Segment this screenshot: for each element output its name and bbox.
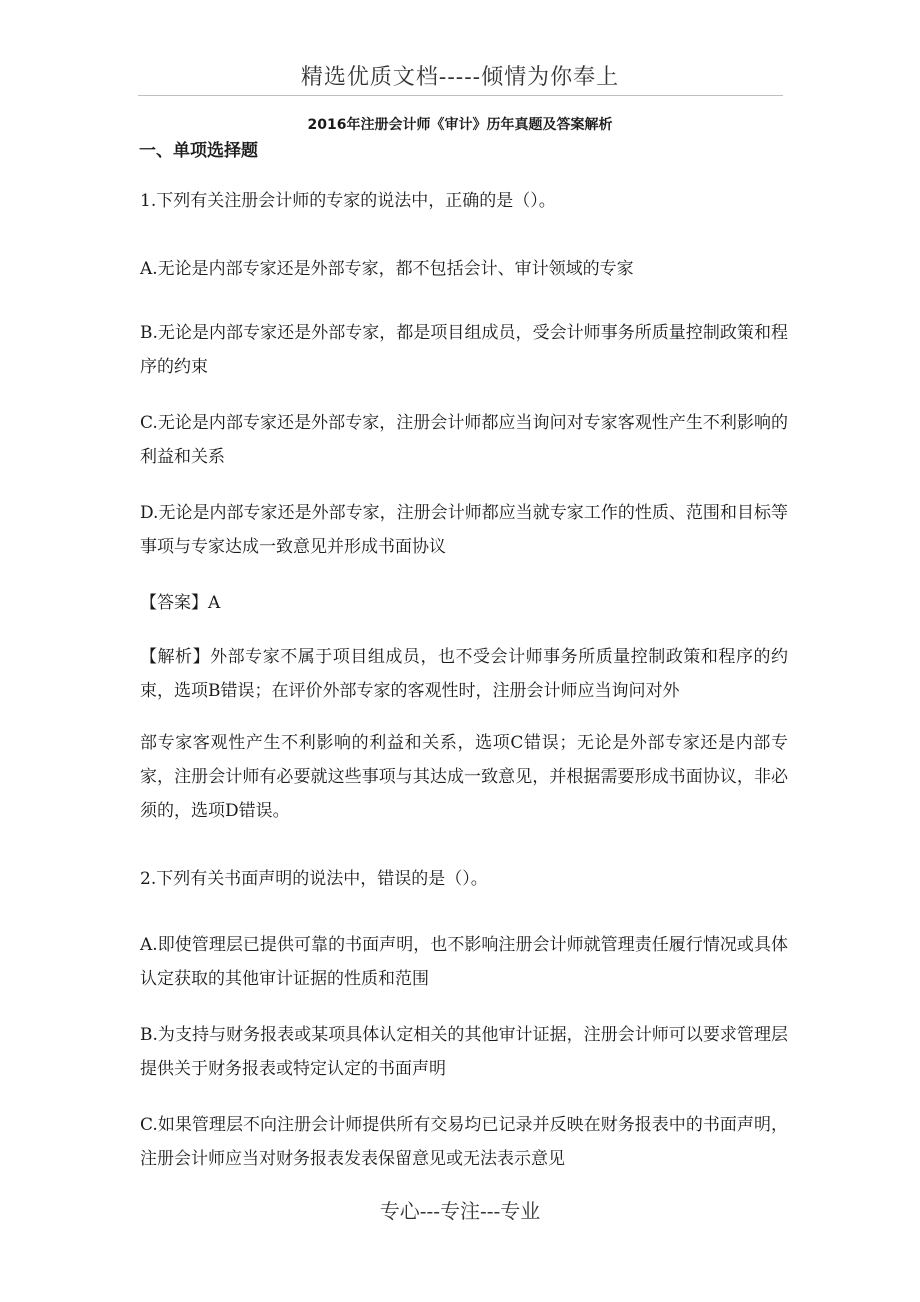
document-title: 2016年注册会计师《审计》历年真题及答案解析 xyxy=(307,117,613,133)
q1-option-c: C.无论是内部专家还是外部专家，注册会计师都应当询问对专家客观性产生不利影响的利益和关系 xyxy=(140,413,788,467)
q1-option-b: B.无论是内部专家还是外部专家，都是项目组成员，受会计师事务所质量控制政策和程序的约束 xyxy=(140,323,788,377)
q1-stem: 1.下列有关注册会计师的专家的说法中，正确的是（）。 xyxy=(140,191,556,211)
page-footer: 专心---专注---专业 xyxy=(379,1199,541,1223)
q1-option-d: D.无论是内部专家还是外部专家，注册会计师都应当就专家工作的性质、范围和目标等事项与专家达成一致意见并形成书面协议 xyxy=(140,503,788,557)
page-header: 精选优质文档-----倾情为你奉上 xyxy=(300,65,620,90)
q1-answer: 【答案】A xyxy=(140,593,221,613)
q2-option-b: B.为支持与财务报表或某项具体认定相关的其他审计证据，注册会计师可以要求管理层提供关于财务报表或特定认定的书面声明 xyxy=(140,1025,788,1079)
q2-option-c: C.如果管理层不向注册会计师提供所有交易均已记录并反映在财务报表中的书面声明，注册会计师应当对财务报表发表保留意见或无法表示意见 xyxy=(140,1115,788,1169)
header-divider xyxy=(138,95,783,96)
q2-stem: 2.下列有关书面声明的说法中，错误的是（）。 xyxy=(140,869,488,889)
q1-analysis-part1: 【解析】外部专家不属于项目组成员，也不受会计师事务所质量控制政策和程序的约束，选项B错误；在评价外部专家的客观性时，注册会计师应当询问对外 xyxy=(140,647,788,701)
q1-analysis-part2: 部专家客观性产生不利影响的利益和关系，选项C错误；无论是外部专家还是内部专家，注册会计师有必要就这些事项与其达成一致意见，并根据需要形成书面协议，非必须的，选项D错误。 xyxy=(140,733,788,821)
q2-option-a: A.即使管理层已提供可靠的书面声明，也不影响注册会计师就管理责任履行情况或具体认定获取的其他审计证据的性质和范围 xyxy=(140,935,788,989)
section-heading: 一、单项选择题 xyxy=(139,141,258,161)
q1-option-a: A.无论是内部专家还是外部专家，都不包括会计、审计领域的专家 xyxy=(140,259,634,279)
